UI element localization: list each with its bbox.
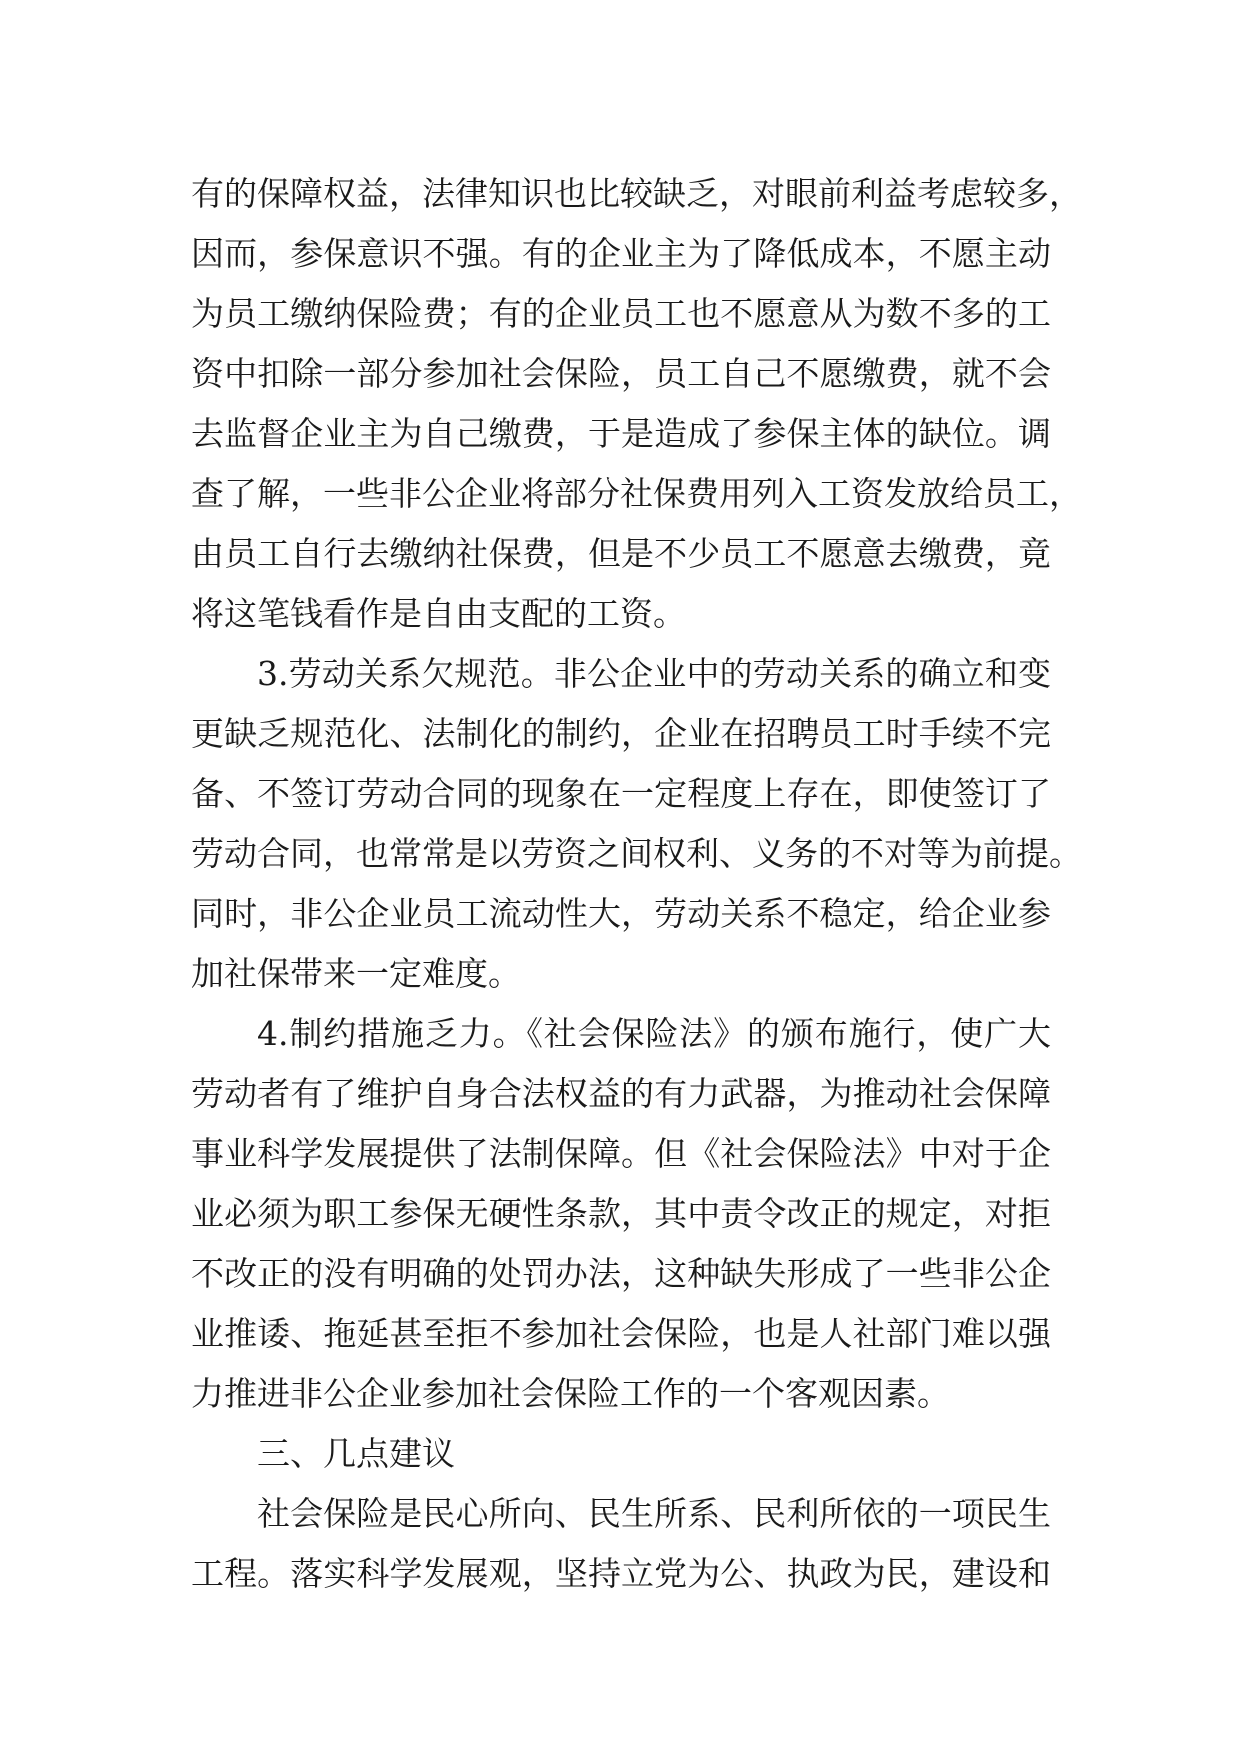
text-line: 更缺乏规范化、法制化的制约，企业在招聘员工时手续不完 bbox=[191, 714, 1051, 753]
text-line: 事业科学发展提供了法制保障。但《社会保险法》中对于企 bbox=[191, 1134, 1051, 1173]
text-line: 因而，参保意识不强。有的企业主为了降低成本，不愿主动 bbox=[191, 234, 1051, 273]
text-line: 资中扣除一部分参加社会保险，员工自己不愿缴费，就不会 bbox=[191, 354, 1051, 393]
text-line: 同时，非公企业员工流动性大，劳动关系不稳定，给企业参 bbox=[191, 894, 1051, 933]
document-body bbox=[191, 164, 1082, 1604]
text-line: 业推诿、拖延甚至拒不参加社会保险，也是人社部门难以强 bbox=[191, 1314, 1051, 1353]
section-heading: 三、几点建议 bbox=[257, 1434, 455, 1473]
text-line: 3.劳动关系欠规范。非公企业中的劳动关系的确立和变 bbox=[257, 654, 1051, 693]
text-line: 工程。落实科学发展观，坚持立党为公、执政为民，建设和 bbox=[191, 1554, 1051, 1593]
text-line: 不改正的没有明确的处罚办法，这种缺失形成了一些非公企 bbox=[191, 1254, 1051, 1293]
text-line: 去监督企业主为自己缴费，于是造成了参保主体的缺位。调 bbox=[191, 414, 1051, 453]
text-line: 劳动者有了维护自身合法权益的有力武器，为推动社会保障 bbox=[191, 1074, 1051, 1113]
text-line: 加社保带来一定难度。 bbox=[191, 954, 521, 993]
paragraph-item-4 bbox=[191, 1004, 1051, 1424]
text-line: 4.制约措施乏力。《社会保险法》的颁布施行，使广大 bbox=[257, 1014, 1051, 1053]
text-line: 为员工缴纳保险费；有的企业员工也不愿意从为数不多的工 bbox=[191, 294, 1051, 333]
text-line: 由员工自行去缴纳社保费，但是不少员工不愿意去缴费，竟 bbox=[191, 534, 1051, 573]
text-line: 备、不签订劳动合同的现象在一定程度上存在，即使签订了 bbox=[191, 774, 1051, 813]
text-line: 劳动合同，也常常是以劳资之间权利、义务的不对等为前提。 bbox=[191, 834, 1082, 873]
text-line: 业必须为职工参保无硬性条款，其中责令改正的规定，对拒 bbox=[191, 1194, 1051, 1233]
text-line: 将这笔钱看作是自由支配的工资。 bbox=[191, 594, 686, 633]
text-line: 有的保障权益，法律知识也比较缺乏，对眼前利益考虑较多， bbox=[191, 174, 1082, 213]
text-line: 力推进非公企业参加社会保险工作的一个客观因素。 bbox=[191, 1374, 950, 1413]
text-line: 查了解，一些非公企业将部分社保费用列入工资发放给员工， bbox=[191, 474, 1082, 513]
paragraph-final bbox=[191, 1484, 1051, 1604]
paragraph-continuation bbox=[191, 164, 1082, 644]
paragraph-item-3 bbox=[191, 644, 1082, 1004]
text-line: 社会保险是民心所向、民生所系、民利所依的一项民生 bbox=[257, 1494, 1051, 1533]
